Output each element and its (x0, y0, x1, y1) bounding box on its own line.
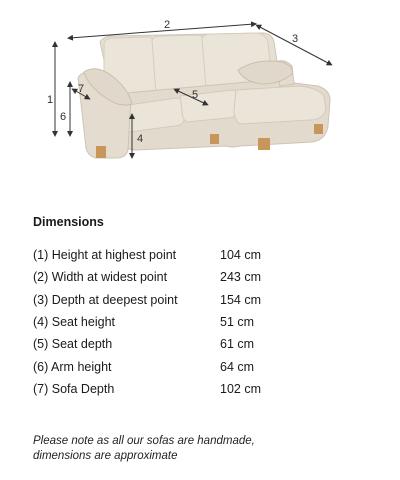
leg-front-left (96, 146, 106, 158)
note-line-2: dimensions are approximate (33, 450, 178, 462)
callout-1: 1 (47, 94, 54, 106)
note-line-1: Please note as all our sofas are handmade, (33, 435, 255, 447)
dimension-value: 104 cm (220, 248, 261, 263)
callout-5: 5 (192, 89, 199, 101)
sofa-dimension-diagram (0, 0, 400, 200)
dimension-row-sofa-depth (33, 378, 363, 400)
dimension-value: 64 cm (220, 359, 255, 374)
callout-4: 4 (137, 133, 144, 145)
dimension-value: 102 cm (220, 381, 261, 396)
dimension-row-seat-height (33, 311, 363, 333)
callout-7: 7 (78, 83, 85, 95)
handmade-note (33, 434, 373, 464)
dimension-row-seat-depth (33, 333, 363, 355)
dimension-label: (2) Width at widest point (33, 270, 168, 285)
back-cushion-middle (152, 35, 206, 94)
dimension-label: (3) Depth at deepest point (33, 292, 178, 307)
chaise-cushion (234, 86, 326, 124)
leg-front-right (258, 138, 270, 150)
dimension-label: (7) Sofa Depth (33, 381, 115, 396)
dimension-value: 243 cm (220, 270, 261, 285)
callout-3: 3 (292, 33, 299, 45)
dimension-label: (1) Height at highest point (33, 248, 177, 263)
callout-2: 2 (164, 19, 171, 31)
dimension-label: (4) Seat height (33, 315, 115, 330)
leg-front-middle (210, 134, 219, 144)
dimension-label: (6) Arm height (33, 359, 112, 374)
dimension-row-arm-height (33, 355, 363, 377)
leg-back-right (314, 124, 323, 134)
dimension-row-width (33, 266, 363, 288)
callout-6: 6 (60, 111, 67, 123)
dimension-value: 51 cm (220, 315, 255, 330)
dimension-value: 154 cm (220, 292, 261, 307)
dimension-row-height (33, 244, 363, 266)
dimension-label: (5) Seat depth (33, 337, 113, 352)
dimensions-list (33, 244, 363, 400)
dimensions-heading: Dimensions (33, 215, 104, 229)
dimension-value: 61 cm (220, 337, 255, 352)
seat-cushion-middle (180, 90, 240, 122)
dimension-row-depth (33, 289, 363, 311)
